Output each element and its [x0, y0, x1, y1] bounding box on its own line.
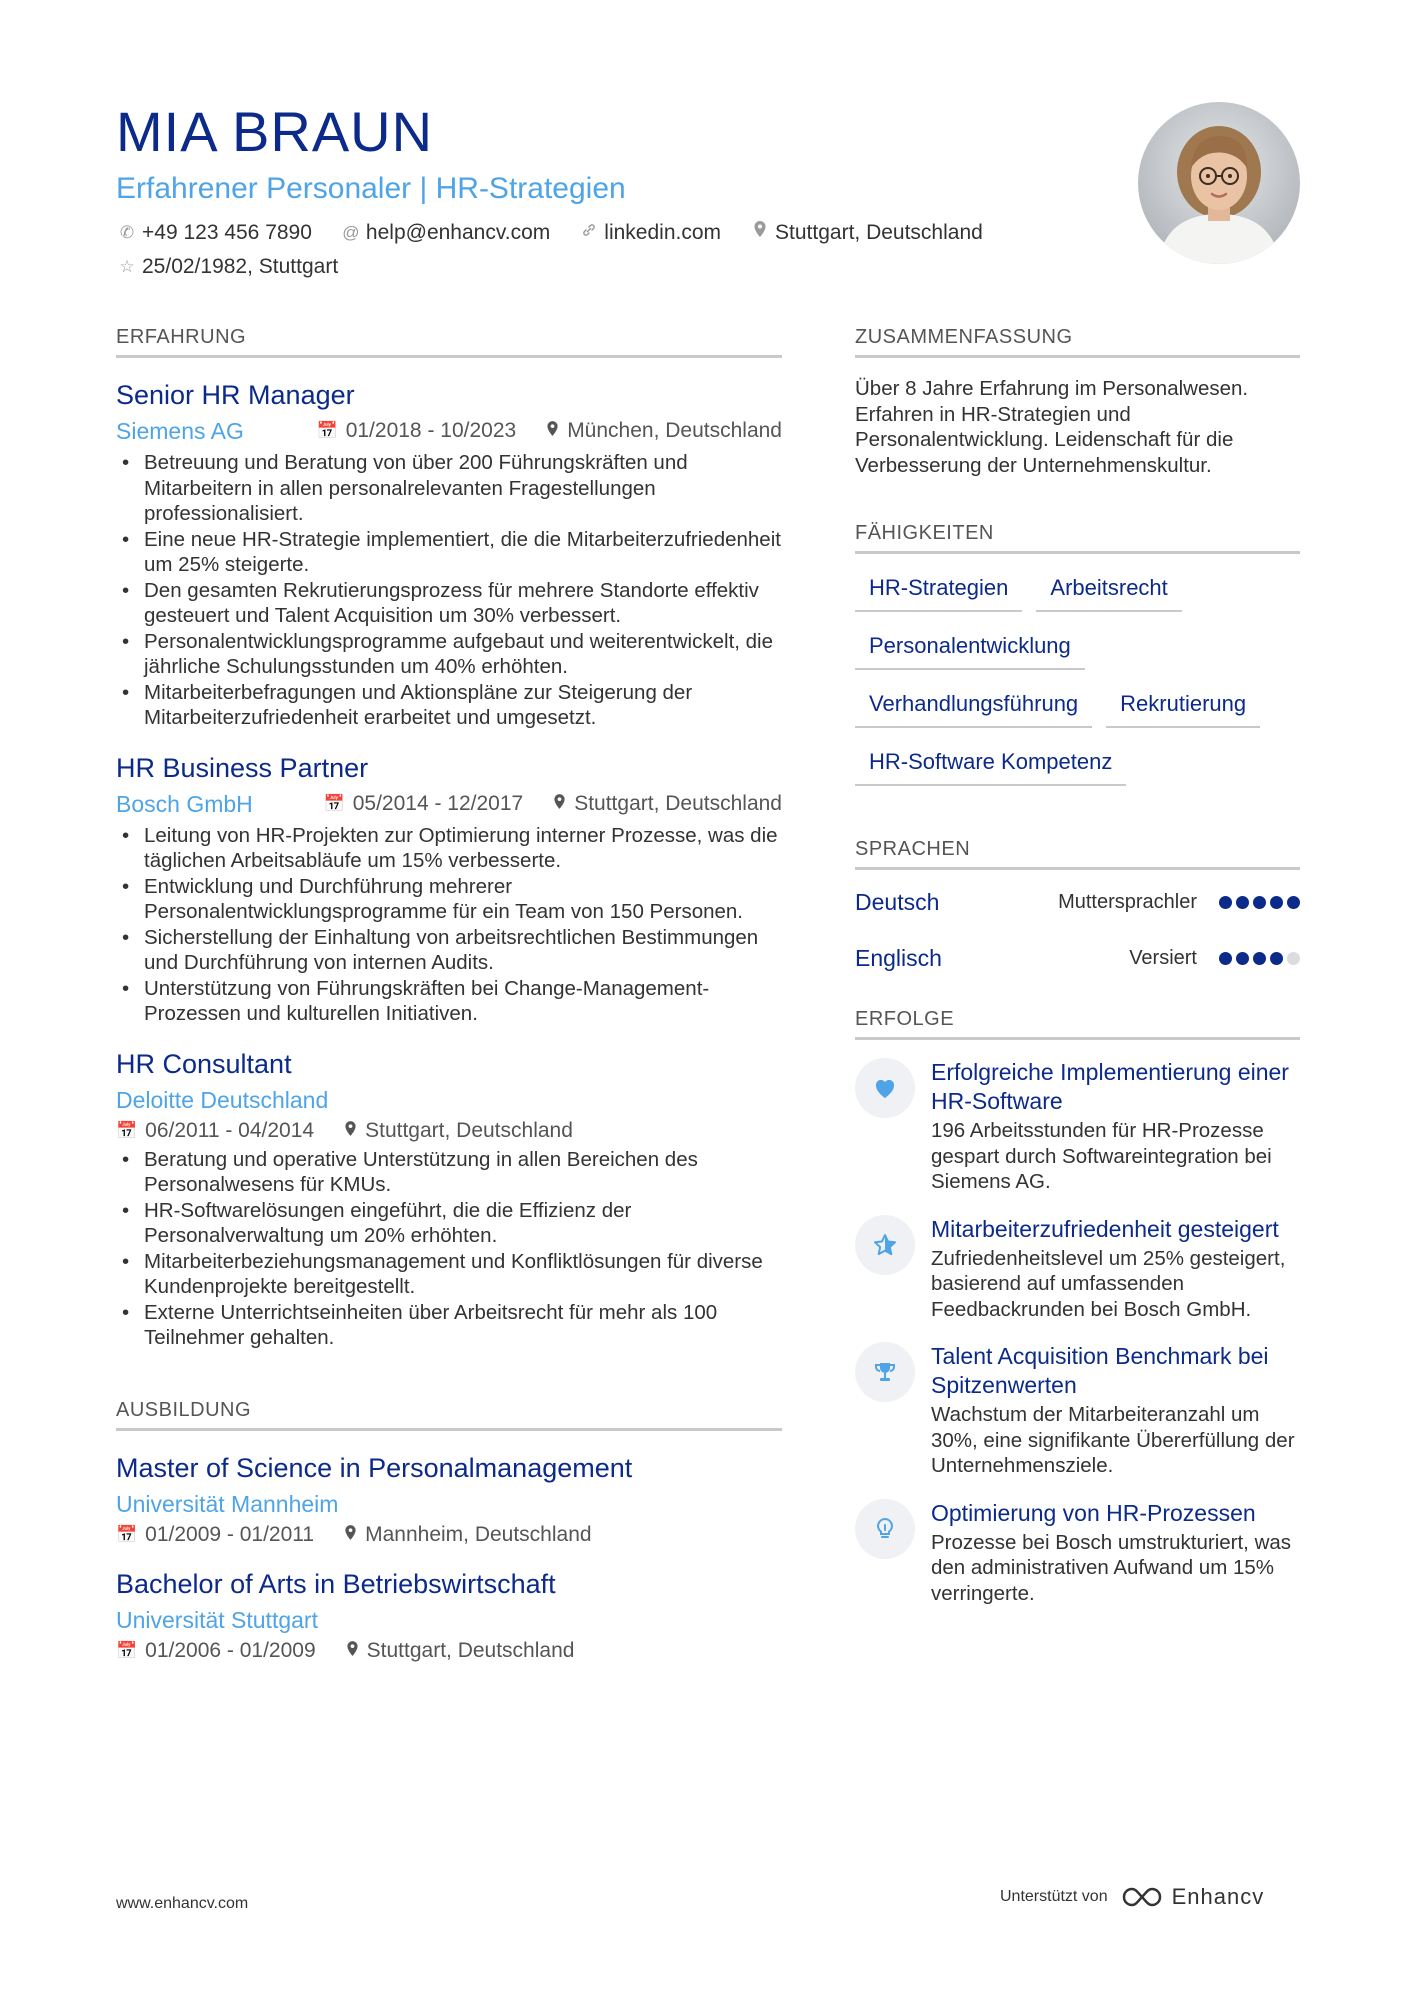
calendar-icon: 📅: [323, 793, 345, 813]
achievements-heading: ERFOLGE: [855, 1008, 1300, 1040]
education-entry: [116, 1451, 782, 1547]
rating-dot-filled: [1219, 952, 1232, 965]
job-dates: 01/2018 - 10/2023: [345, 419, 517, 442]
job-dates-location: [317, 419, 782, 443]
education-dates: 01/2009 - 01/2011: [145, 1522, 315, 1546]
skill-tag: Arbeitsrecht: [1036, 568, 1181, 612]
phone-icon: ✆: [119, 223, 135, 242]
rating-dot-filled: [1287, 896, 1300, 909]
rating-dot-filled: [1253, 896, 1266, 909]
achievement-title: Talent Acquisition Benchmark bei Spitzenwerten: [931, 1343, 1269, 1398]
job-location: München, Deutschland: [567, 419, 782, 442]
job-dates: 05/2014 - 12/2017: [352, 791, 524, 815]
degree-title: Master of Science in Personalmanagement: [116, 1452, 633, 1483]
list-item: • HR-Softwarelösungen eingeführt, die die Effizienz der Personalverwaltung um 20% erhöhten.: [116, 1198, 782, 1249]
language-row: [855, 930, 1300, 986]
location-pin-icon: [749, 220, 771, 246]
candidate-name: MIA BRAUN: [116, 100, 434, 163]
birth-text: 25/02/1982, Stuttgart: [142, 255, 339, 278]
at-icon: @: [342, 223, 360, 242]
achievement-item: [855, 1342, 1300, 1479]
list-item: • Sicherstellung der Einhaltung von arbeitsrechtlichen Bestimmungen und Durchführung von internen Audits.: [116, 925, 782, 976]
company-name: Bosch GmbH: [116, 790, 253, 817]
trophy-icon: [855, 1342, 915, 1402]
phone-text: +49 123 456 7890: [142, 221, 312, 244]
skill-tag: HR-Software Kompetenz: [855, 742, 1126, 786]
job-title: HR Consultant: [116, 1048, 292, 1079]
link-icon: [578, 220, 600, 246]
achievement-description: Prozesse bei Bosch umstrukturiert, was den administrativen Aufwand um 15% verringerte.: [931, 1530, 1292, 1605]
skill-tag: Rekrutierung: [1106, 684, 1260, 728]
footer-website[interactable]: www.enhancv.com: [116, 1895, 249, 1912]
experience-entry: [116, 1047, 782, 1351]
rating-dot-filled: [1270, 896, 1283, 909]
company-name: Siemens AG: [116, 418, 244, 444]
job-location: Stuttgart, Deutschland: [574, 791, 782, 815]
achievement-description: Wachstum der Mitarbeiteranzahl um 30%, eine signifikante Übererfüllung der Unternehmensziele.: [931, 1403, 1295, 1477]
skills-list: [855, 568, 1300, 786]
language-row: [855, 874, 1300, 930]
job-dates-location: [116, 1119, 782, 1143]
job-title: HR Business Partner: [116, 752, 369, 783]
skill-tag: HR-Strategien: [855, 568, 1022, 612]
calendar-icon: 📅: [116, 1640, 138, 1660]
rating-dots: [1215, 896, 1300, 909]
education-dates-location: [116, 1523, 782, 1547]
rating-dots: [1215, 952, 1300, 965]
job-dates: 06/2011 - 04/2014: [145, 1118, 315, 1142]
summary-text: Über 8 Jahre Erfahrung im Personalwesen. Erfahren in HR-Strategien und Personalentwicklung. Leidenschaft für die Verbesserung der Unternehmenskultur.: [855, 377, 1249, 477]
contact-location: [749, 220, 983, 246]
job-title: Senior HR Manager: [116, 380, 355, 410]
skill-tag: Verhandlungsführung: [855, 684, 1092, 728]
education-dates-location: [116, 1639, 782, 1663]
star-outline-icon: ☆: [119, 257, 135, 276]
location-pin-icon: [346, 1640, 359, 1662]
languages-list: [855, 874, 1300, 986]
degree-title: Bachelor of Arts in Betriebswirtschaft: [116, 1568, 556, 1599]
education-location: Stuttgart, Deutschland: [366, 1638, 575, 1662]
calendar-icon: 📅: [116, 1120, 138, 1140]
header: [116, 100, 1076, 280]
language-proficiency: [1058, 891, 1300, 914]
enhancv-logo-icon: [1120, 1885, 1164, 1909]
achievement-description: Zufriedenheitslevel um 25% gesteigert, basierend auf umfassenden Feedbackrunden bei Bosch GmbH.: [931, 1246, 1286, 1321]
job-bullets: [116, 823, 782, 1027]
experience-entry: [116, 378, 782, 731]
list-item: • Entwicklung und Durchführung mehrerer Personalentwicklungsprogramme für ein Team von 150 Personen.: [116, 874, 782, 925]
school-name: Universität Mannheim: [116, 1490, 339, 1517]
list-item: • Unterstützung von Führungskräften bei Change-Management-Prozessen und kulturellen Initiativen.: [116, 976, 782, 1027]
language-name: Deutsch: [855, 888, 940, 915]
contact-linkedin[interactable]: [578, 220, 721, 246]
education-dates: 01/2006 - 01/2009: [145, 1638, 316, 1662]
location-pin-icon: [344, 1120, 357, 1142]
lightbulb-icon: [855, 1499, 915, 1559]
calendar-icon: 📅: [116, 1524, 138, 1544]
achievement-title: Optimierung von HR-Prozessen: [931, 1499, 1256, 1526]
education-entry: [116, 1567, 782, 1663]
right-column: [855, 326, 1300, 1606]
rating-dot-filled: [1236, 952, 1249, 965]
rating-dot-filled: [1253, 952, 1266, 965]
skills-heading: FÄHIGKEITEN: [855, 522, 1300, 554]
job-dates-location: [324, 792, 782, 816]
achievement-item: [855, 1499, 1300, 1607]
rating-dot-filled: [1270, 952, 1283, 965]
job-meta: [116, 789, 782, 819]
skill-tag: Personalentwicklung: [855, 626, 1085, 670]
location-pin-icon: [546, 420, 559, 442]
education-location: Mannheim, Deutschland: [365, 1522, 592, 1546]
powered-by-text: Unterstützt von: [1000, 1888, 1108, 1905]
summary-heading: ZUSAMMENFASSUNG: [855, 326, 1300, 358]
list-item: • Mitarbeiterbefragungen und Aktionspläne zur Steigerung der Mitarbeiterzufriedenheit erarbeitet und umgesetzt.: [116, 680, 782, 731]
location-pin-icon: [553, 793, 566, 815]
location-text: Stuttgart, Deutschland: [775, 221, 983, 244]
company-name: Deloitte Deutschland: [116, 1086, 329, 1113]
left-column: [116, 326, 782, 1663]
rating-dot-filled: [1236, 896, 1249, 909]
star-icon: [855, 1215, 915, 1275]
list-item: • Eine neue HR-Strategie implementiert, die die Mitarbeiterzufriedenheit um 25% steigerte.: [116, 527, 782, 578]
experience-entry: [116, 751, 782, 1027]
job-meta: [116, 416, 782, 446]
contact-list: [116, 220, 1076, 280]
heart-icon: [855, 1058, 915, 1118]
list-item: • Mitarbeiterbeziehungsmanagement und Konfliktlösungen für diverse Kundenprojekte bereitgestellt.: [116, 1249, 782, 1300]
candidate-tagline: Erfahrener Personaler | HR-Strategien: [116, 172, 626, 205]
achievement-title: Erfolgreiche Implementierung einer HR-Software: [931, 1059, 1289, 1114]
calendar-icon: 📅: [316, 421, 338, 440]
school-name: Universität Stuttgart: [116, 1606, 318, 1633]
achievement-item: [855, 1058, 1300, 1195]
contact-phone[interactable]: [116, 220, 312, 246]
achievement-title: Mitarbeiterzufriedenheit gesteigert: [931, 1215, 1279, 1242]
rating-dot-filled: [1219, 896, 1232, 909]
list-item: • Personalentwicklungsprogramme aufgebaut und weiterentwickelt, die jährliche Schulungsstunden um 40% erhöhten.: [116, 629, 782, 680]
job-bullets: [116, 450, 782, 731]
language-level: Versiert: [1129, 946, 1197, 969]
contact-email[interactable]: [340, 220, 550, 246]
list-item: • Leitung von HR-Projekten zur Optimierung interner Prozesse, was die täglichen Arbeitsabläufe um 15% verbesserte.: [116, 823, 782, 874]
brand-name: Enhancv: [1171, 1884, 1265, 1909]
language-level: Muttersprachler: [1058, 890, 1197, 913]
list-item: • Beratung und operative Unterstützung in allen Bereichen des Personalwesens für KMUs.: [116, 1147, 782, 1198]
achievement-item: [855, 1215, 1300, 1323]
education-heading: AUSBILDUNG: [116, 1399, 782, 1431]
avatar: [1138, 102, 1300, 264]
list-item: • Externe Unterrichtseinheiten über Arbeitsrecht für mehr als 100 Teilnehmer gehalten.: [116, 1300, 782, 1351]
experience-heading: ERFAHRUNG: [116, 326, 782, 358]
footer-branding: [1000, 1884, 1264, 1910]
linkedin-text: linkedin.com: [604, 221, 722, 244]
job-location: Stuttgart, Deutschland: [365, 1118, 573, 1142]
rating-dot-empty: [1287, 952, 1300, 965]
achievement-description: 196 Arbeitsstunden für HR-Prozesse gespart durch Softwareintegration bei Siemens AG.: [931, 1119, 1272, 1193]
email-text: help@enhancv.com: [365, 221, 551, 244]
language-name: Englisch: [855, 944, 942, 971]
list-item: • Betreuung und Beratung von über 200 Führungskräften und Mitarbeitern in allen personalrelevanten Fragestellungen professionalisiert.: [116, 450, 782, 527]
language-proficiency: [1129, 947, 1300, 970]
job-bullets: [116, 1147, 782, 1351]
contact-birth: [116, 254, 338, 280]
list-item: • Den gesamten Rekrutierungsprozess für mehrere Standorte effektiv gesteuert und Talent Acquisition um 30% verbessert.: [116, 578, 782, 629]
location-pin-icon: [344, 1524, 357, 1546]
languages-heading: SPRACHEN: [855, 838, 1300, 870]
